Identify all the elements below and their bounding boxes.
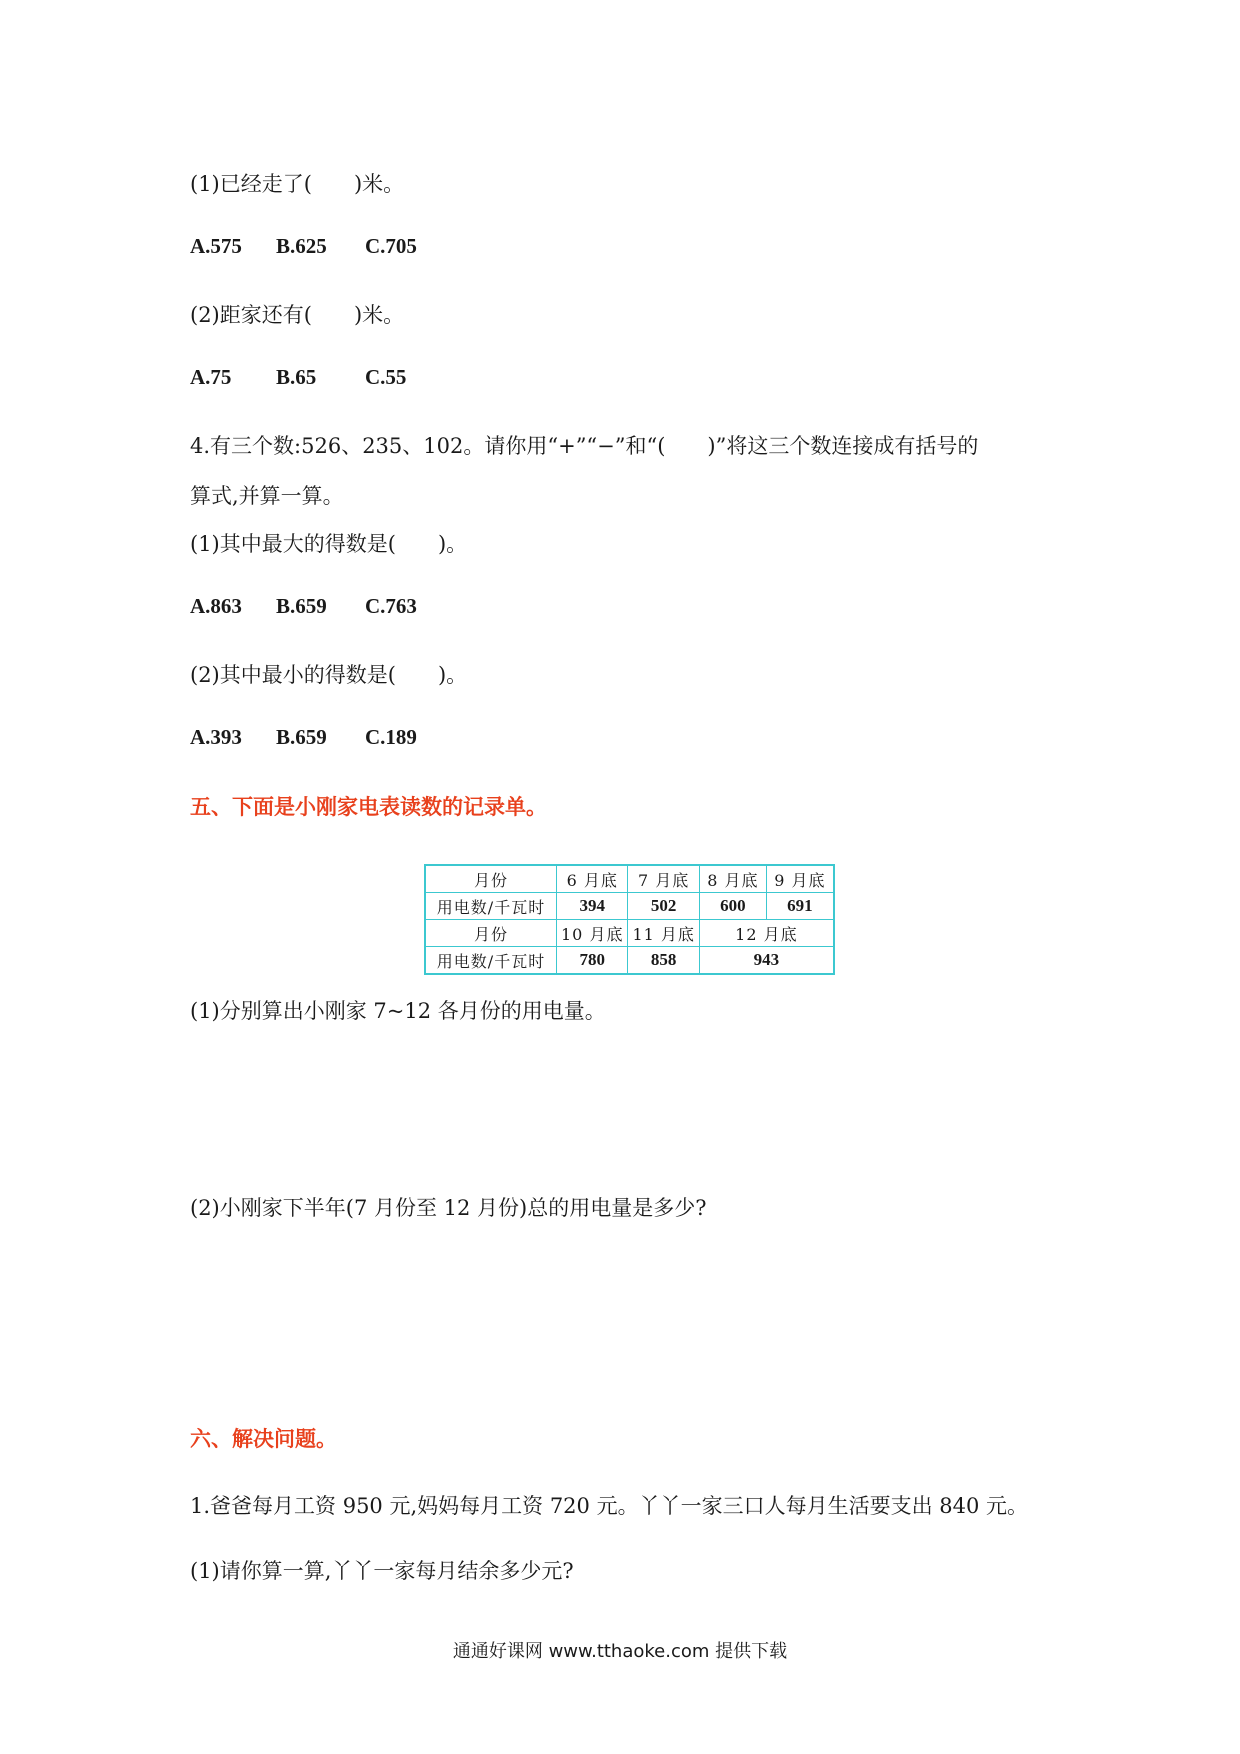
table-cell: 12 月底 — [699, 920, 834, 947]
q4-stem-line2: 算式,并算一算。 — [190, 484, 344, 508]
table-cell: 月份 — [425, 920, 557, 947]
table-cell: 6 月底 — [557, 865, 628, 893]
q3-sub2-option-b: B.65 — [276, 365, 317, 389]
q4-sub2-option-b: B.659 — [276, 725, 327, 749]
section5-q1: (1)分别算出小刚家 7~12 各月份的用电量。 — [190, 999, 606, 1023]
table-cell: 月份 — [425, 865, 557, 893]
table-cell: 10 月底 — [557, 920, 628, 947]
q3-sub1-option-a: A.575 — [190, 234, 242, 258]
table-row — [425, 865, 834, 893]
table-cell: 600 — [699, 893, 766, 920]
table-cell: 9 月底 — [766, 865, 834, 893]
q4-sub2-option-c: C.189 — [365, 725, 417, 749]
table-cell: 394 — [557, 893, 628, 920]
section6-problem1-q1: (1)请你算一算,丫丫一家每月结余多少元? — [190, 1559, 574, 1583]
q3-sub1-option-b: B.625 — [276, 234, 327, 258]
table-cell: 8 月底 — [699, 865, 766, 893]
q4-sub1-option-c: C.763 — [365, 594, 417, 618]
section5-heading: 五、下面是小刚家电表读数的记录单。 — [190, 794, 547, 819]
table-cell: 858 — [628, 947, 699, 975]
q4-sub1-option-b: B.659 — [276, 594, 327, 618]
table-cell: 780 — [557, 947, 628, 975]
q3-sub2-option-a: A.75 — [190, 365, 232, 389]
q3-sub2: (2)距家还有( )米。 — [190, 303, 405, 327]
q3-sub1-option-c: C.705 — [365, 234, 417, 258]
table-cell: 7 月底 — [628, 865, 699, 893]
table-cell: 691 — [766, 893, 834, 920]
meter-reading-table — [424, 864, 835, 975]
table-cell: 11 月底 — [628, 920, 699, 947]
q4-sub2: (2)其中最小的得数是( )。 — [190, 663, 468, 687]
q4-sub1: (1)其中最大的得数是( )。 — [190, 532, 468, 556]
section6-problem1: 1.爸爸每月工资 950 元,妈妈每月工资 720 元。丫丫一家三口人每月生活要支出 840 元。 — [190, 1494, 1029, 1518]
table-row — [425, 893, 834, 920]
q3-sub2-option-c: C.55 — [365, 365, 407, 389]
table-row — [425, 947, 834, 975]
table-cell: 用电数/千瓦时 — [425, 893, 557, 920]
q4-sub2-option-a: A.393 — [190, 725, 242, 749]
q4-sub1-option-a: A.863 — [190, 594, 242, 618]
q3-sub1: (1)已经走了( )米。 — [190, 172, 405, 196]
page-footer: 通通好课网 www.tthaoke.com 提供下载 — [452, 1641, 788, 1662]
meter-reading-table-wrap — [424, 864, 835, 975]
table-cell: 502 — [628, 893, 699, 920]
table-row — [425, 920, 834, 947]
section5-q2: (2)小刚家下半年(7 月份至 12 月份)总的用电量是多少? — [190, 1196, 707, 1220]
q4-stem-line1: 4.有三个数:526、235、102。请你用“+”“−”和“( )”将这三个数连接成有括号的 — [190, 434, 979, 458]
table-cell: 943 — [699, 947, 834, 975]
section6-heading: 六、解决问题。 — [190, 1426, 337, 1451]
table-cell: 用电数/千瓦时 — [425, 947, 557, 975]
